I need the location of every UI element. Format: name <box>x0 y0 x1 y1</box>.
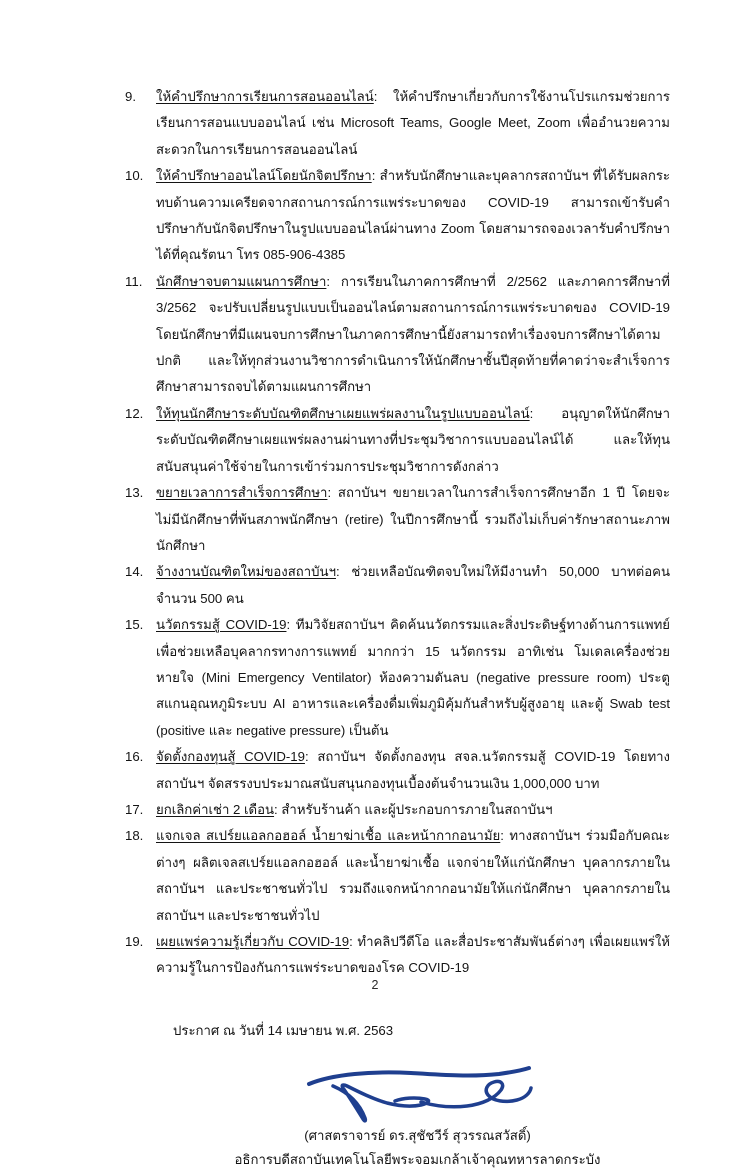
list-item-paragraph <box>156 559 670 612</box>
list-item-number: 18. <box>125 828 144 844</box>
list-item-text: : การเรียนในภาคการศึกษาที่ 2/2562 และภาคการศึกษาที่ 3/2562 จะปรับเปลี่ยนรูปแบบเป็นออนไลน์ตามสถานการณ์การแพร่ระบาดของ COVID-19 โดยนักศึกษาที่มีแผนจบการศึกษาในภาคการศึกษานี้ยังสามารถทำเรื่องจบการศึกษาได้ตามปกติ และให้ทุกส่วนงานวิชาการดำเนินการให้นักศึกษาชั้นปีสุดท้ายที่คาดว่าจะสำเร็จการศึกษาสามารถจบได้ตามแผนการศึกษา <box>156 273 670 395</box>
list-item-paragraph <box>156 929 670 982</box>
list-item-heading: นักศึกษาจบตามแผนการศึกษา <box>156 273 327 289</box>
list-item-paragraph <box>156 84 670 163</box>
list-item-paragraph <box>156 744 670 797</box>
list-item-paragraph <box>156 401 670 480</box>
signer-name: (ศาสตราจารย์ ดร.สุชัชวีร์ สุวรรณสวัสดิ์) <box>304 1128 531 1144</box>
list-item <box>125 480 670 559</box>
list-item-text: : สถาบันฯ ขยายเวลาในการสำเร็จการศึกษาอีก 1 ปี โดยจะไม่มีนักศึกษาที่พ้นสภาพนักศึกษา (retire) ในปีการศึกษานี้ รวมถึงไม่เก็บค่ารักษาสถานะภาพนักศึกษา <box>156 485 670 553</box>
list-item <box>125 823 670 929</box>
list-item-heading: ยกเลิกค่าเช่า 2 เดือน <box>156 801 275 817</box>
list-item-number: 16. <box>125 749 144 765</box>
list-item-heading: ให้คำปรึกษาออนไลน์โดยนักจิตปรึกษา <box>156 168 372 184</box>
list-item <box>125 401 670 480</box>
list-item-text: : อนุญาตให้นักศึกษาระดับบัณฑิตศึกษาเผยแพร่ผลงานผ่านทางที่ประชุมวิชาการแบบออนไลน์ได้ และให้ทุนสนับสนุนค่าใช้จ่ายในการเข้าร่วมการประชุมวิชาการดังกล่าว <box>156 405 670 474</box>
list-item <box>125 797 670 823</box>
list-item-paragraph <box>156 163 670 269</box>
list-item-text: : สถาบันฯ จัดตั้งกองทุน สจล.นวัตกรรมสู้ COVID-19 โดยทางสถาบันฯ จัดสรรงบประมาณสนับสนุนกองทุนเบื้องต้นจำนวนเงิน 1,000,000 บาท <box>156 749 670 791</box>
list-item-number: 15. <box>125 617 144 633</box>
list-item-heading: ให้ทุนนักศึกษาระดับบัณฑิตศึกษาเผยแพร่ผลงานในรูปแบบออนไลน์ <box>156 405 530 421</box>
list-item-number: 14. <box>125 564 144 580</box>
signature-block <box>125 1062 670 1172</box>
list-item <box>125 559 670 612</box>
list-item-text: : ให้คำปรึกษาเกี่ยวกับการใช้งานโปรแกรมช่วยการเรียนการสอนแบบออนไลน์ เช่น Microsoft Teams, Google Meet, Zoom เพื่ออำนวยความสะดวกในการเรียนการสอนออนไลน์ <box>156 89 670 157</box>
list-item-text: : ทำคลิปวีดีโอ และสื่อประชาสัมพันธ์ต่างๆ เพื่อเผยแพร่ให้ความรู้ในการป้องกันการแพร่ระบาดของโรค COVID-19 <box>156 934 670 976</box>
list-item-text: : สำหรับนักศึกษาและบุคลากรสถาบันฯ ที่ได้รับผลกระทบด้านความเครียดจากสถานการณ์การแพร่ระบาดของ COVID-19 สามารถเข้ารับคำปรึกษากับนักจิตปรึกษาในรูปแบบออนไลน์ผ่านทาง Zoom โดยสามารถจองเวลารับคำปรึกษาได้ที่คุณรัตนา โทร 085-906-4385 <box>156 168 670 263</box>
list-item-heading: แจกเจล สเปร์ยแอลกอฮอล์ น้ำยาฆ่าเชื้อ และหน้ากากอนามัย <box>156 828 501 844</box>
list-item-number: 19. <box>125 934 144 949</box>
list-item-paragraph <box>156 823 670 929</box>
list-item <box>125 269 670 401</box>
list-item-heading: นวัตกรรมสู้ COVID-19 <box>156 617 287 633</box>
document-body <box>125 84 670 1172</box>
list-item-paragraph <box>156 480 670 559</box>
list-item-number: 17. <box>125 801 144 817</box>
page-number: 2 <box>371 978 379 992</box>
signer-title: อธิการบดีสถาบันเทคโนโลยีพระจอมเกล้าเจ้าคุณทหารลาดกระบัง <box>234 1152 601 1168</box>
list-item-number: 10. <box>125 168 144 184</box>
list-item-heading: เผยแพร่ความรู้เกี่ยวกับ COVID-19 <box>156 934 350 949</box>
list-item-heading: ให้คำปรึกษาการเรียนการสอนออนไลน์ <box>156 89 374 104</box>
list-item-heading: จ้างงานบัณฑิตใหม่ของสถาบันฯ <box>156 564 336 580</box>
list-item-number: 12. <box>125 405 144 421</box>
list-item <box>125 744 670 797</box>
list-item <box>125 929 670 982</box>
list-item <box>125 163 670 269</box>
list-item-paragraph <box>156 269 670 401</box>
announcement-date-line: ประกาศ ณ วันที่ 14 เมษายน พ.ศ. 2563 <box>173 1022 394 1038</box>
signature-image <box>165 1062 670 1124</box>
list-item-text: : สำหรับร้านค้า และผู้ประกอบการภายในสถาบันฯ <box>274 801 553 817</box>
list-item-heading: ขยายเวลาการสำเร็จการศึกษา <box>156 485 328 501</box>
list-item <box>125 612 670 744</box>
list-item-number: 9. <box>125 89 136 104</box>
list-item-text: : ทีมวิจัยสถาบันฯ คิดค้นนวัตกรรมและสิ่งประดิษฐ์ทางด้านการแพทย์ เพื่อช่วยเหลือบุคลากรทางการแพทย์ มากกว่า 15 นวัตกรรม อาทิเช่น โมเดลเครื่องช่วยหายใจ (Mini Emergency Ventilator) ห้องความดันลบ (negative pressure room) ประตูสแกนอุณหภูมิระบบ AI อาหารและเครื่องดื่มเพิ่มภูมิคุ้มกันสำหรับผู้สูงอายุ และตู้ Swab test (positive และ negative pressure) เป็นต้น <box>156 617 670 738</box>
measures-list <box>125 84 670 982</box>
list-item-paragraph <box>156 797 670 823</box>
handwritten-signature-icon <box>303 1062 533 1124</box>
list-item-number: 13. <box>125 485 144 501</box>
list-item-heading: จัดตั้งกองทุนสู้ COVID-19 <box>156 749 305 765</box>
list-item-text: : ช่วยเหลือบัณฑิตจบใหม่ให้มีงานทำ 50,000 บาทต่อคน จำนวน 500 คน <box>156 564 670 606</box>
list-item-number: 11. <box>125 273 143 289</box>
list-item <box>125 84 670 163</box>
list-item-text: : ทางสถาบันฯ ร่วมมือกับคณะต่างๆ ผลิตเจลสเปร์ยแอลกอฮอล์ และน้ำยาฆ่าเชื้อ แจกจ่ายให้แก่นักศึกษา บุคลากรภายในสถาบันฯ และประชาชนทั่วไป รวมถึงแจกหน้ากากอนามัยให้แก่นักศึกษา บุคลากรภายในสถาบันฯ และประชาชนทั่วไป <box>156 828 670 923</box>
list-item-paragraph <box>156 612 670 744</box>
